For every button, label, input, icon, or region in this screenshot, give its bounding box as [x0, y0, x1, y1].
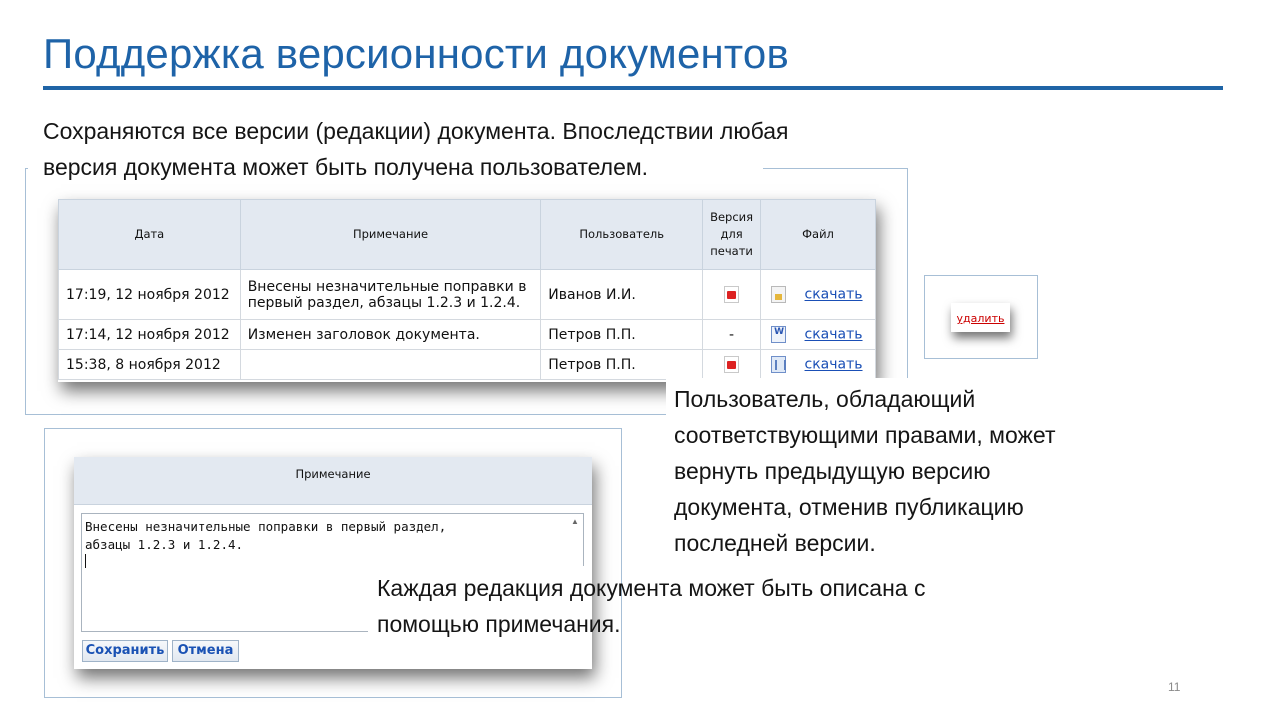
cell-user: Иванов И.И. [541, 270, 703, 320]
rollback-line: Пользователь, обладающий [674, 386, 976, 412]
versions-table [58, 199, 876, 380]
textarea-line: абзацы 1.2.3 и 1.2.4. [85, 537, 244, 552]
cell-user: Петров П.П. [541, 350, 703, 380]
column-header-user: Пользователь [541, 200, 703, 270]
note-line: помощью примечания. [377, 611, 621, 637]
cell-print-version [703, 270, 761, 320]
table-header-row [59, 200, 876, 270]
cell-print-version [703, 350, 761, 380]
intro-line: версия документа может быть получена пользователем. [43, 154, 649, 180]
pdf-icon[interactable] [724, 286, 739, 303]
cell-date: 17:19, 12 ноября 2012 [59, 270, 241, 320]
cell-date: 17:14, 12 ноября 2012 [59, 320, 241, 350]
cell-file [761, 350, 876, 380]
cell-date: 15:38, 8 ноября 2012 [59, 350, 241, 380]
rollback-line: последней версии. [674, 530, 876, 556]
slide-title: Поддержка версионности документов [43, 30, 789, 77]
column-header-print-version: Версия для печати [703, 200, 761, 270]
word-file-icon [771, 326, 786, 343]
save-button[interactable]: Сохранить [82, 640, 168, 662]
column-header-file: Файл [761, 200, 876, 270]
title-divider [43, 86, 1223, 90]
delete-link[interactable]: удалить [956, 312, 1005, 325]
column-header-date: Дата [59, 200, 241, 270]
note-line: Каждая редакция документа может быть описана с [377, 575, 926, 601]
cell-user: Петров П.П. [541, 320, 703, 350]
column-header-note: Примечание [240, 200, 541, 270]
download-link[interactable]: скачать [804, 356, 863, 373]
note-description [377, 570, 925, 642]
rollback-line: документа, отменив публикацию [674, 494, 1024, 520]
cancel-button[interactable]: Отмена [172, 640, 239, 662]
table-row [59, 270, 876, 320]
cell-note: Внесены незначительные поправки в первый раздел, абзацы 1.2.3 и 1.2.4. [240, 270, 541, 320]
table-row [59, 320, 876, 350]
note-editor-header: Примечание [74, 457, 592, 505]
text-caret [85, 554, 86, 568]
pdf-icon[interactable] [724, 356, 739, 373]
cell-print-version: - [703, 320, 761, 350]
rollback-line: вернуть предыдущую версию [674, 458, 991, 484]
versions-table-card [58, 199, 876, 382]
download-link[interactable]: скачать [804, 286, 863, 303]
cell-note: Изменен заголовок документа. [240, 320, 541, 350]
document-file-icon [771, 356, 786, 373]
cell-file [761, 270, 876, 320]
delete-popup [951, 303, 1010, 332]
table-row [59, 350, 876, 380]
cell-note [240, 350, 541, 380]
image-file-icon [771, 286, 786, 303]
textarea-line: Внесены незначительные поправки в первый раздел, [85, 519, 447, 534]
rollback-description [666, 378, 1131, 567]
page-number: 11 [1168, 680, 1181, 694]
intro-line: Сохраняются все версии (редакции) документа. Впоследствии любая [43, 118, 789, 144]
download-link[interactable]: скачать [804, 326, 863, 343]
scroll-up-arrow-icon[interactable]: ▲ [571, 517, 579, 526]
cell-file [761, 320, 876, 350]
intro-text [43, 113, 923, 185]
rollback-line: соответствующими правами, может [674, 422, 1056, 448]
